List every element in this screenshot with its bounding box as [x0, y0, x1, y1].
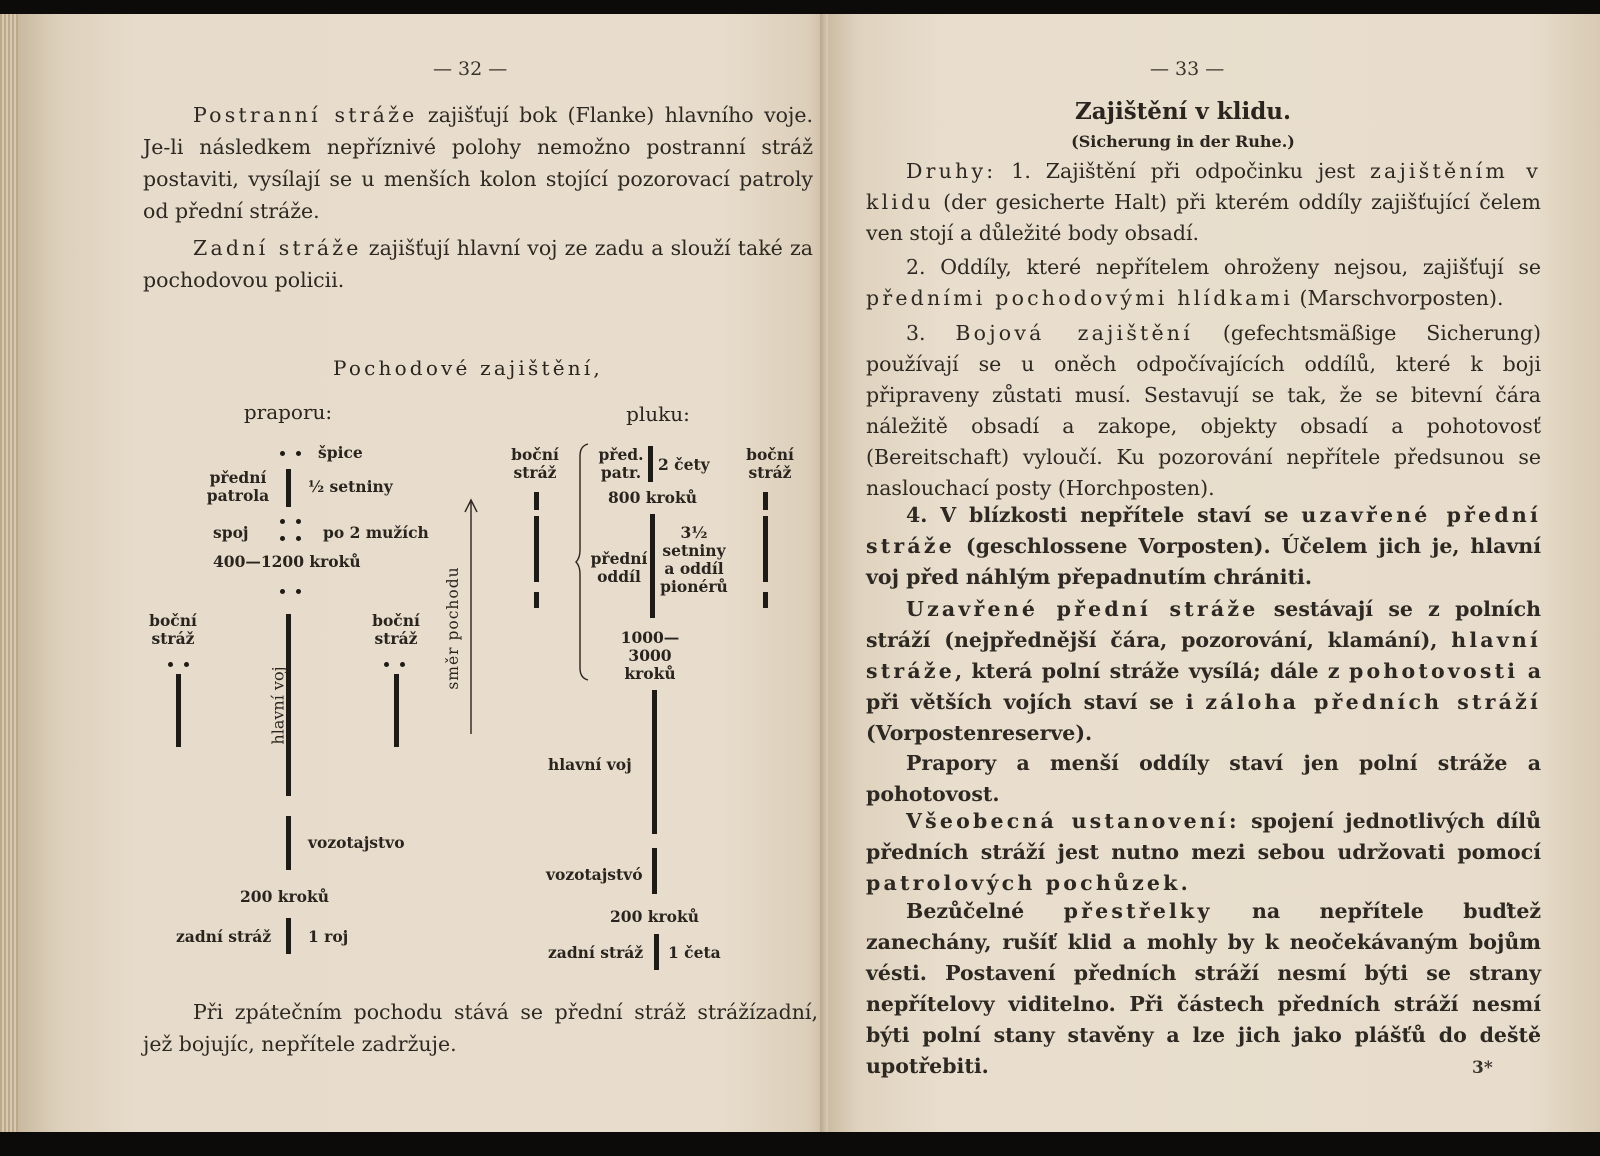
label-link: spoj: [213, 523, 249, 542]
side-left-bar-2: [534, 516, 539, 582]
label-side-guard-right: boční stráž: [372, 611, 420, 648]
paragraph-combat-security: 3. Bojová zajištění (gefechtsmäßige Sicherung) používají se u oněch odpočívajících oddílů, které k boji připraveny zůstati musí. Sestavují se tak, že se bitevní čára náležitě obsadí a zakope, objekty obsadí a pohotovosť (Bereitschaft) vyloučí. Ku pozorování nepřítele předsunou se naslouchací posty (Horchposten).: [866, 321, 1541, 500]
label-front-unit: přední oddíl: [590, 549, 648, 586]
side-right-bar-1: [763, 492, 768, 510]
label-one-squad: 1 roj: [308, 927, 349, 946]
label-main-body-battalion: hlavní voj: [268, 666, 288, 745]
label-distance-battalion-1: 400—1200 kroků: [213, 552, 361, 571]
label-two-platoons: 2 čety: [658, 455, 710, 474]
label-front-patrol-regiment: před. patr.: [598, 445, 644, 482]
label-side-guard-left-regiment: boční stráž: [511, 445, 559, 482]
paragraph-closed-outposts-composition: Uzavřené přední stráže sestávají se z polních stráží (nejpřednější čára, pozorování, klamání), hlavní stráže, která polní stráže vysílá; dále z pohotovosti a při větších vojích staví se i záloha předních stráží (Vorpostenreserve).: [866, 597, 1541, 745]
rear-guard-bar: [286, 918, 291, 954]
signature-mark: 3*: [1472, 1058, 1493, 1078]
front-patrol-bar: [286, 469, 291, 507]
paragraph-march-outposts: 2. Oddíly, které nepřítelem ohroženy nejsou, zajišťují se předními pochodovými hlídkami (Marschvorposten).: [866, 255, 1541, 310]
main-dot: [280, 589, 285, 594]
side-dot: [168, 662, 173, 667]
page-number-left: — 32 —: [433, 58, 508, 80]
paragraph-battalions: Prapory a menší oddíly staví jen polní stráže a pohotovost.: [866, 751, 1541, 806]
section-subtitle: (Sicherung in der Ruhe.): [1071, 132, 1295, 151]
paragraph-retreat: Při zpátečním pochodu stává se přední stráž strážízadní, jež bojujíc, nepřítele zadržuje.: [143, 1000, 818, 1056]
side-left-bar-1: [534, 492, 539, 510]
side-right-bar-3: [763, 592, 768, 608]
regiment-heading: pluku:: [626, 402, 690, 426]
paragraph-general-provisions: Všeobecná ustanovení: spojení jednotlivých dílů předních stráží jest nutno mezi sebou udržovati pomocí patrolových pochůzek.: [866, 809, 1541, 895]
side-dot: [400, 662, 405, 667]
label-distance-battalion-2: 200 kroků: [240, 887, 330, 906]
battalion-heading: praporu:: [243, 400, 333, 424]
front-unit-bar: [650, 514, 655, 618]
label-rear-guard-regiment: zadní stráž: [548, 943, 644, 962]
right-page: [828, 14, 1600, 1132]
label-unit-detail: 3½ setniny a oddíl pionérů: [660, 523, 728, 596]
diagram-title: Pochodové zajištění,: [333, 356, 603, 380]
page-number-right: — 33 —: [1150, 58, 1225, 80]
label-side-guard-left: boční stráž: [149, 611, 197, 648]
label-half-company: ½ setniny: [308, 477, 393, 496]
label-front-patrol: přední patrola: [206, 468, 270, 505]
paragraph-side-guards: Postranní stráže zajišťují bok (Flanke) hlavního voje. Je-li následkem nepříznivé polohy nemožno postranní stráž postaviti, vysílají se u menších kolon stojící pozorovací patroly od přední stráže.: [143, 103, 814, 223]
label-distance-regiment-1: 800 kroků: [608, 488, 698, 507]
side-left-bar-3: [534, 592, 539, 608]
label-distance-regiment-2: 1000—3000 kroků: [620, 628, 680, 683]
main-body-regiment-bar: [652, 690, 657, 834]
side-guard-left-bar: [176, 674, 181, 747]
section-title: Zajištění v klidu.: [1074, 98, 1292, 125]
page-edge-stack: [0, 14, 18, 1132]
direction-arrow: [461, 498, 481, 738]
label-main-body-regiment: hlavní voj: [548, 755, 632, 774]
spice-dot: [296, 451, 301, 456]
label-spice: špice: [318, 443, 363, 462]
term-side-guards: Postranní stráže: [193, 103, 418, 127]
paragraph-skirmishes: Bezůčelné přestřelky na nepřítele buďtež zanechány, rušíť klid a mohly by k neočekávaným bojům vésti. Postavení předních stráží nesmí býti se strany nepřítelovy viditelno. Při částech předních stráží nesmí býti polní stany stavěny a lze jich jako plášťů do deště upotřebiti.: [866, 899, 1542, 1078]
paragraph-kinds: Druhy: 1. Zajištění při odpočinku jest zajištěním v klidu (der gesicherte Halt) při kterém oddíly zajišťující čelem ven stojí a důležité body obsadí.: [866, 159, 1541, 245]
label-one-platoon: 1 četa: [668, 943, 721, 962]
front-patrol-regiment-bar: [648, 446, 653, 482]
train-regiment-bar: [652, 848, 657, 894]
spice-dot: [280, 451, 285, 456]
label-side-guard-right-regiment: boční stráž: [746, 445, 794, 482]
train-bar: [286, 816, 291, 870]
side-dot: [384, 662, 389, 667]
label-distance-regiment-3: 200 kroků: [610, 907, 700, 926]
side-right-bar-2: [763, 516, 768, 582]
side-dot: [184, 662, 189, 667]
main-dot: [296, 589, 301, 594]
link-dot: [296, 536, 301, 541]
link-dot: [280, 536, 285, 541]
label-train-regiment: vozotajstvó: [546, 865, 643, 884]
link-dot: [280, 519, 285, 524]
label-rear-guard-battalion: zadní stráž: [176, 927, 272, 946]
rear-guard-regiment-bar: [654, 934, 659, 970]
paragraph-rear-guards: Zadní stráže zajišťují hlavní voj ze zadu a slouží také za pochodovou policii.: [143, 236, 813, 292]
paragraph-closed-outposts: 4. V blízkosti nepřítele staví se uzavřené přední stráže (geschlossene Vorposten). Účelem jich je, hlavní voj před náhlým přepadnutím chrániti.: [866, 503, 1541, 589]
link-dot: [296, 519, 301, 524]
left-page: [18, 14, 828, 1132]
side-guard-right-bar: [394, 674, 399, 747]
label-train-battalion: vozotajstvo: [308, 833, 405, 852]
label-direction: směr pochodu: [444, 566, 462, 690]
label-two-men: po 2 mužích: [323, 523, 429, 542]
term-rear-guards: Zadní stráže: [193, 236, 362, 260]
